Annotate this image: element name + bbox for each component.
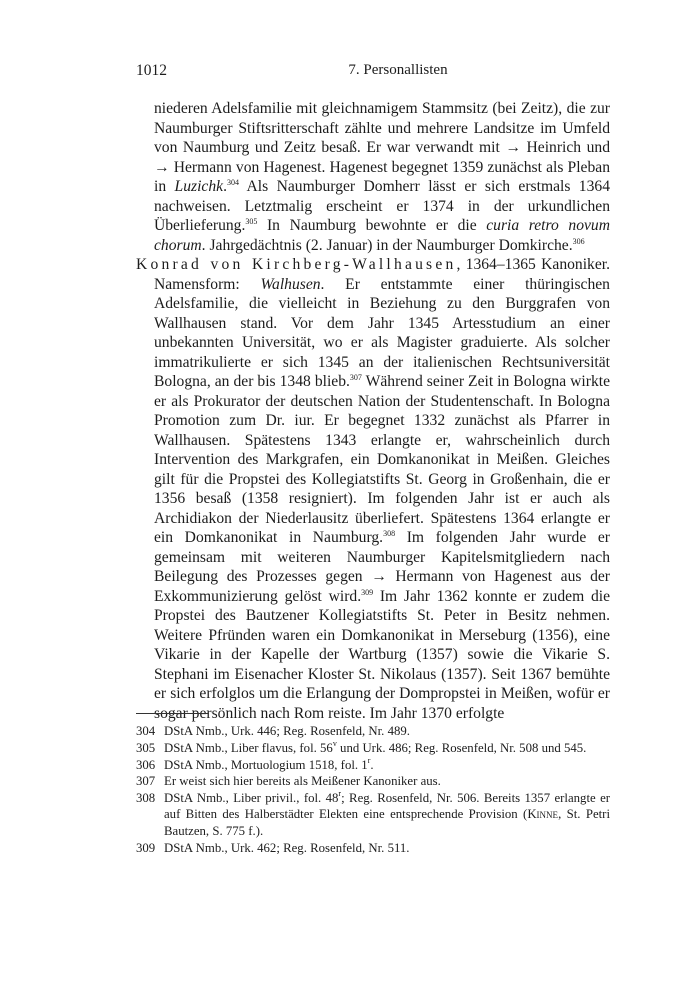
italic-curia-name: curia retro novum chorum (154, 217, 610, 254)
footnote-text (164, 757, 610, 773)
author-small-caps: Kinne (527, 807, 559, 822)
footnotes (136, 723, 610, 856)
paragraph-continuation: niederen Adelsfamilie mit gleichnamigem Stammsitz (bei Zeitz), die zur Naumburger Stiftsritterschaft zählte und mehrere Landsitze im Umfeld von Naumburg und Zeitz besaß. Er war verwandt mit → Heinrich und → Hermann von Hagenest. Hagenest begegnet 1359 zunächst als Pleban in Luzichk.$^{304}$ Als Naumburger Domherr lässt er sich erstmals 1364 nachweisen. Letztmalig erscheint er 1374 in der urkundlichen Überlieferung.$^{305}$ In Naumburg bewohnte er die curia retro novum chorum. Jahrgedächtnis (2. Januar) in der Naumburger Domkirche.$^{306}$ (154, 100, 610, 254)
footnote-304 (136, 723, 610, 739)
text-run: Als Naumburger Domherr lässt er sich erstmals 1364 nachweisen. Letztmalig erscheint er 1374 in der urkundlichen Überlieferung. (154, 178, 610, 234)
text-run: ; Reg. Rosenfeld, Nr. 506. Bereits 1357 erlangte er auf Bitten des Halberstädter Elekten eine entsprechende Provision ( (164, 791, 611, 822)
footnote-text: DStA Nmb., Urk. 462; Reg. Rosenfeld, Nr. 511. (164, 840, 410, 855)
footnote-number: 308 (136, 791, 156, 806)
text-run: . (370, 757, 374, 772)
entry-name: Konrad von Kirchberg-Wallhausen (136, 256, 457, 273)
footnote-308 (136, 790, 610, 839)
folio-superscript: r (338, 789, 342, 799)
entry-konrad (136, 255, 610, 723)
text-run: DStA Nmb., Liber privil., fol. 48 (164, 791, 339, 806)
text-run: In Naumburg bewohnte er die (257, 217, 487, 234)
page-number: 1012 (136, 62, 167, 79)
text-run: DStA Nmb., Liber flavus, fol. 56 (164, 740, 333, 755)
footnote-text: DStA Nmb., Urk. 446; Reg. Rosenfeld, Nr. 489. (164, 724, 410, 738)
footnote-309 (136, 840, 610, 856)
body-text (136, 99, 610, 723)
footnote-ref-304: 304 (226, 178, 239, 187)
footnote-number: 309 (136, 840, 156, 855)
text-run: DStA Nmb., Mortuologium 1518, fol. 1 (164, 757, 368, 772)
text-run: , 1364–1365 Kanoniker. Namensform: (154, 256, 610, 293)
folio-superscript: v (332, 738, 337, 748)
footnote-ref-309: 309 (361, 587, 374, 597)
text-run: Während seiner Zeit in Bologna wirkte er als Prokurator der deutschen Nation der Studentenschaft. In Bologna Promotion zum Dr. iur. Er begegnet 1332 zunächst als Pfarrer in Wallhausen. Spätestens 1343 erlangte er, wahrscheinlich durch Intervention des Markgrafen, ein Domkanonikat in Meißen. Gleiches gilt für die Propstei des Kollegiatstifts St. Georg in Großenhain, die er 1356 besaß (1358 resigniert). Im folgenden Jahr ist er auch als Archidiakon der Niederlausitz überliefert. Spätestens 1364 erlangte er ein Domkanonikat in Naumburg. (154, 373, 611, 546)
text-run: und Urk. 486; Reg. Rosenfeld, Nr. 508 und 545. (336, 740, 587, 755)
footnote-number: 306 (136, 757, 156, 772)
footnote-ref-306: 306 (572, 236, 585, 246)
footnote-307 (136, 773, 610, 789)
footnote-305 (136, 740, 610, 756)
text-run: niederen Adelsfamilie mit gleichnamigem Stammsitz (bei Zeitz), die zur Naumburger Stiftsritterschaft zählte und mehrere Landsitze im Umfeld von Naumburg und Zeitz besaß. Er war verwandt mit → Heinrich und → Hermann von Hagenest. Hagenest begegnet 1359 zunächst als Pleban in (154, 100, 610, 195)
folio-superscript: r (367, 755, 371, 765)
italic-place-name: Luzichk (174, 178, 224, 195)
footnote-text (164, 740, 610, 756)
footnote-text (164, 790, 610, 839)
footnote-ref-305: 305 (245, 217, 258, 226)
footnote-number: 304 (136, 724, 156, 738)
footnote-ref-307: 307 (349, 373, 362, 382)
footnote-ref-308: 308 (383, 529, 396, 538)
text-run: Im folgenden Jahr wurde er gemeinsam mit weiteren Naumburger Kapitelsmitgliedern nach Beilegung des Prozesses gegen → Hermann von Hagenest aus der Exkommunizierung gelöst wird. (154, 529, 610, 605)
footnote-text: Er weist sich hier bereits als Meißener Kanoniker aus. (164, 774, 441, 789)
text-run: Im Jahr 1362 konnte er zudem die Propstei des Bautzener Kollegiatstifts St. Peter in Besitz nehmen. Weitere Pfründen waren ein Domkanonikat in Merseburg (1356), eine Vikarie in der Kapelle der Wartburg (1357) sowie die Vikarie S. Stephani im Eisenacher Kloster St. Nikolaus (1357). Seit 1367 bemühte er sich erfolglos um die Erlangung der Dompropstei in Meißen, wofür er sogar persönlich nach Rom reiste. Im Jahr 1370 erfolgte (154, 587, 610, 722)
text-run: . Er entstammte einer thüringischen Adelsfamilie, die vielleicht in Beziehung zu den Burggrafen von Wallhausen stand. Vor dem Jahr 1345 Artesstudium an einer unbekannten Universität, wo er als Magister graduierte. Als solcher immatrikulierte er sich 1345 an der italienischen Rechtsuniversität Bologna, an der bis 1348 blieb. (154, 275, 610, 390)
footnote-separator (136, 713, 209, 714)
text-run: . Jahrgedächtnis (2. Januar) in der Naumburger Domkirche. (201, 236, 573, 254)
footnote-number: 307 (136, 774, 156, 789)
running-head: 7. Personallisten (348, 62, 448, 78)
italic-name-form: Walhusen (260, 275, 321, 293)
footnote-number: 305 (136, 740, 156, 755)
text-run: , St. Petri Bautzen, S. 775 f.). (164, 807, 610, 838)
footnote-306 (136, 757, 610, 773)
